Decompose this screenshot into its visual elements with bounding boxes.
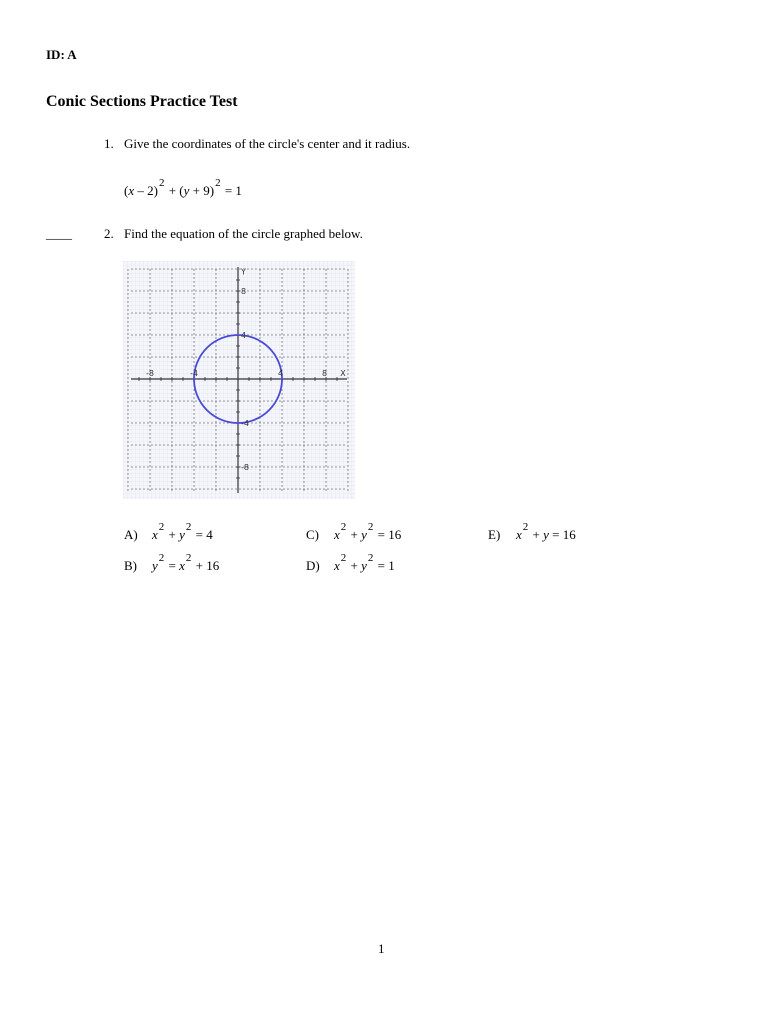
choice-label: C) [306, 527, 319, 542]
eq-part: – 2) [134, 183, 158, 198]
eq-part: ( [124, 183, 129, 198]
y-axis-label: Y [241, 267, 246, 277]
question-2-number: 2. [104, 226, 114, 241]
choice-exponent: 2 [367, 552, 374, 564]
question-1-text: Give the coordinates of the circle's center and it radius. [124, 136, 411, 151]
graph-svg [123, 261, 355, 499]
choice-operator: + [347, 527, 362, 542]
choice-variable: y [361, 558, 367, 573]
choice-variable: x [152, 527, 158, 542]
eq-variable-x: x [128, 183, 135, 198]
choice-exponent: 2 [340, 552, 347, 564]
question-1-equation [124, 177, 242, 199]
choice-b[interactable] [124, 552, 220, 574]
x-tick-label: 4 [278, 369, 284, 378]
circle-graph [123, 261, 355, 499]
choice-exponent: 2 [522, 521, 529, 533]
eq-exponent: 2 [215, 177, 221, 189]
x-tick-label: -8 [146, 369, 154, 378]
choice-d[interactable] [306, 552, 395, 574]
choice-variable: x [334, 558, 340, 573]
id-label: ID: A [46, 47, 77, 62]
choice-exponent: 2 [185, 521, 192, 533]
choice-operator: + [347, 558, 362, 573]
choice-variable: y [152, 558, 158, 573]
choice-exponent: 2 [158, 552, 165, 564]
choice-variable: x [334, 527, 340, 542]
x-tick-label: 8 [322, 369, 328, 378]
choice-exponent: 2 [340, 521, 347, 533]
eq-variable-y: y [183, 183, 190, 198]
choice-label: B) [124, 558, 137, 573]
choice-variable: y [543, 527, 549, 542]
question-1-number: 1. [104, 136, 114, 151]
choice-rhs: = 1 [374, 558, 395, 573]
y-tick-label: -8 [241, 463, 249, 472]
choice-exponent: 2 [158, 521, 165, 533]
choice-variable: x [516, 527, 522, 542]
page-number: 1 [378, 941, 385, 956]
eq-part: + ( [165, 183, 184, 198]
eq-exponent: 2 [158, 177, 165, 189]
choice-exponent: 2 [185, 552, 192, 564]
choice-rhs: = 16 [374, 527, 402, 542]
choice-rhs: + 16 [192, 558, 220, 573]
choice-rhs: = 4 [192, 527, 213, 542]
choice-c[interactable] [306, 521, 402, 543]
x-axis-label: X [340, 369, 346, 378]
eq-part: = 1 [221, 183, 242, 198]
graph-fine-grid [123, 261, 355, 499]
x-tick-label: -4 [190, 369, 198, 378]
choice-variable: x [179, 558, 185, 573]
y-tick-label: 8 [241, 287, 247, 296]
choice-operator: + [165, 527, 180, 542]
choice-e[interactable] [488, 521, 576, 543]
choice-rhs: = 16 [548, 527, 576, 542]
question-2-text: Find the equation of the circle graphed below. [124, 226, 363, 241]
y-tick-label: 4 [241, 331, 247, 340]
y-tick-label: -4 [241, 419, 249, 428]
eq-part: + 9) [189, 183, 215, 198]
choice-label: E) [488, 527, 501, 542]
answer-blank[interactable]: ____ [46, 226, 72, 241]
page-title: Conic Sections Practice Test [46, 93, 238, 110]
choice-variable: y [179, 527, 185, 542]
choice-exponent: 2 [367, 521, 374, 533]
choice-operator: + [529, 527, 544, 542]
choice-a[interactable] [124, 521, 213, 543]
choice-variable: y [361, 527, 367, 542]
choice-label: A) [124, 527, 138, 542]
choice-label: D) [306, 558, 320, 573]
choice-operator: = [165, 558, 180, 573]
